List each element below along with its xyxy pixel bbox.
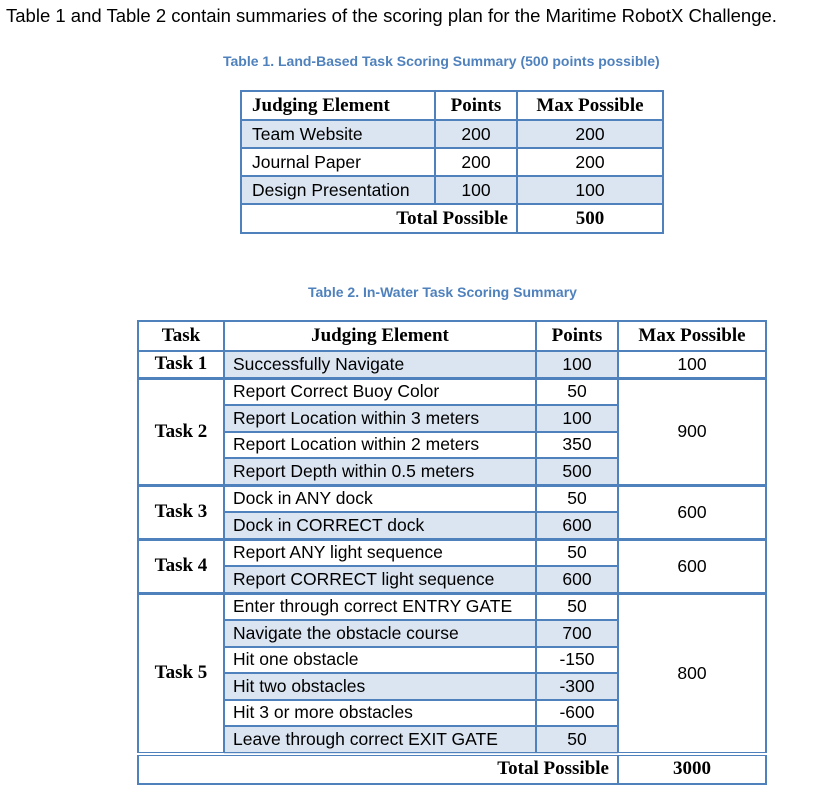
judging-element-cell: Successfully Navigate [224, 351, 536, 378]
task-name-cell: Task 4 [138, 539, 224, 593]
points-cell: 50 [536, 726, 618, 754]
judging-element-cell: Design Presentation [241, 176, 435, 204]
column-header-points: Points [435, 91, 517, 120]
table-row [241, 120, 663, 148]
points-cell: 50 [536, 378, 618, 405]
points-cell: 350 [536, 432, 618, 459]
judging-element-cell: Report Correct Buoy Color [224, 378, 536, 405]
column-header-judging-element: Judging Element [241, 91, 435, 120]
table2-caption: Table 2. In-Water Task Scoring Summary [308, 284, 577, 300]
column-header-judging-element: Judging Element [224, 321, 536, 351]
judging-element-cell: Report CORRECT light sequence [224, 566, 536, 593]
table-header-row [241, 91, 663, 120]
points-cell: 200 [435, 120, 517, 148]
points-cell: 100 [536, 405, 618, 432]
points-cell: 600 [536, 566, 618, 593]
points-cell: 100 [536, 351, 618, 378]
total-label: Total Possible [138, 754, 618, 784]
points-cell: 200 [435, 148, 517, 176]
column-header-points: Points [536, 321, 618, 351]
points-cell: -150 [536, 647, 618, 674]
points-cell: 50 [536, 593, 618, 620]
table1-caption: Table 1. Land-Based Task Scoring Summary (500 points possible) [223, 53, 660, 69]
total-value: 3000 [618, 754, 766, 784]
judging-element-cell: Leave through correct EXIT GATE [224, 726, 536, 754]
task-name-cell: Task 1 [138, 351, 224, 378]
total-label: Total Possible [241, 204, 517, 233]
judging-element-cell: Hit one obstacle [224, 647, 536, 674]
judging-element-cell: Report ANY light sequence [224, 539, 536, 566]
table-row [138, 485, 766, 512]
points-cell: 50 [536, 485, 618, 512]
column-header-max-possible: Max Possible [618, 321, 766, 351]
task-name-cell: Task 3 [138, 485, 224, 539]
points-cell: -600 [536, 700, 618, 727]
points-cell: 50 [536, 539, 618, 566]
task-name-cell: Task 2 [138, 378, 224, 485]
points-cell: 500 [536, 458, 618, 485]
max-possible-cell: 600 [618, 539, 766, 593]
table-row [241, 176, 663, 204]
max-possible-cell: 200 [517, 148, 663, 176]
max-possible-cell: 100 [517, 176, 663, 204]
intro-text: Table 1 and Table 2 contain summaries of the scoring plan for the Maritime RobotX Challenge. [6, 5, 777, 26]
column-header-task: Task [138, 321, 224, 351]
in-water-scoring-table [137, 320, 767, 785]
judging-element-cell: Navigate the obstacle course [224, 620, 536, 647]
judging-element-cell: Hit two obstacles [224, 673, 536, 700]
points-cell: 600 [536, 512, 618, 539]
table-row [138, 378, 766, 405]
judging-element-cell: Enter through correct ENTRY GATE [224, 593, 536, 620]
judging-element-cell: Dock in ANY dock [224, 485, 536, 512]
total-value: 500 [517, 204, 663, 233]
points-cell: -300 [536, 673, 618, 700]
max-possible-cell: 900 [618, 378, 766, 485]
table-row [138, 539, 766, 566]
judging-element-cell: Report Depth within 0.5 meters [224, 458, 536, 485]
total-row [138, 754, 766, 784]
land-based-scoring-table [240, 90, 664, 234]
max-possible-cell: 200 [517, 120, 663, 148]
table-row [241, 148, 663, 176]
judging-element-cell: Report Location within 3 meters [224, 405, 536, 432]
total-row [241, 204, 663, 233]
judging-element-cell: Report Location within 2 meters [224, 432, 536, 459]
points-cell: 700 [536, 620, 618, 647]
task-name-cell: Task 5 [138, 593, 224, 754]
points-cell: 100 [435, 176, 517, 204]
max-possible-cell: 600 [618, 485, 766, 539]
column-header-max-possible: Max Possible [517, 91, 663, 120]
judging-element-cell: Team Website [241, 120, 435, 148]
judging-element-cell: Journal Paper [241, 148, 435, 176]
judging-element-cell: Hit 3 or more obstacles [224, 700, 536, 727]
table-row [138, 593, 766, 620]
judging-element-cell: Dock in CORRECT dock [224, 512, 536, 539]
max-possible-cell: 800 [618, 593, 766, 754]
table-row [138, 351, 766, 378]
table-header-row [138, 321, 766, 351]
max-possible-cell: 100 [618, 351, 766, 378]
